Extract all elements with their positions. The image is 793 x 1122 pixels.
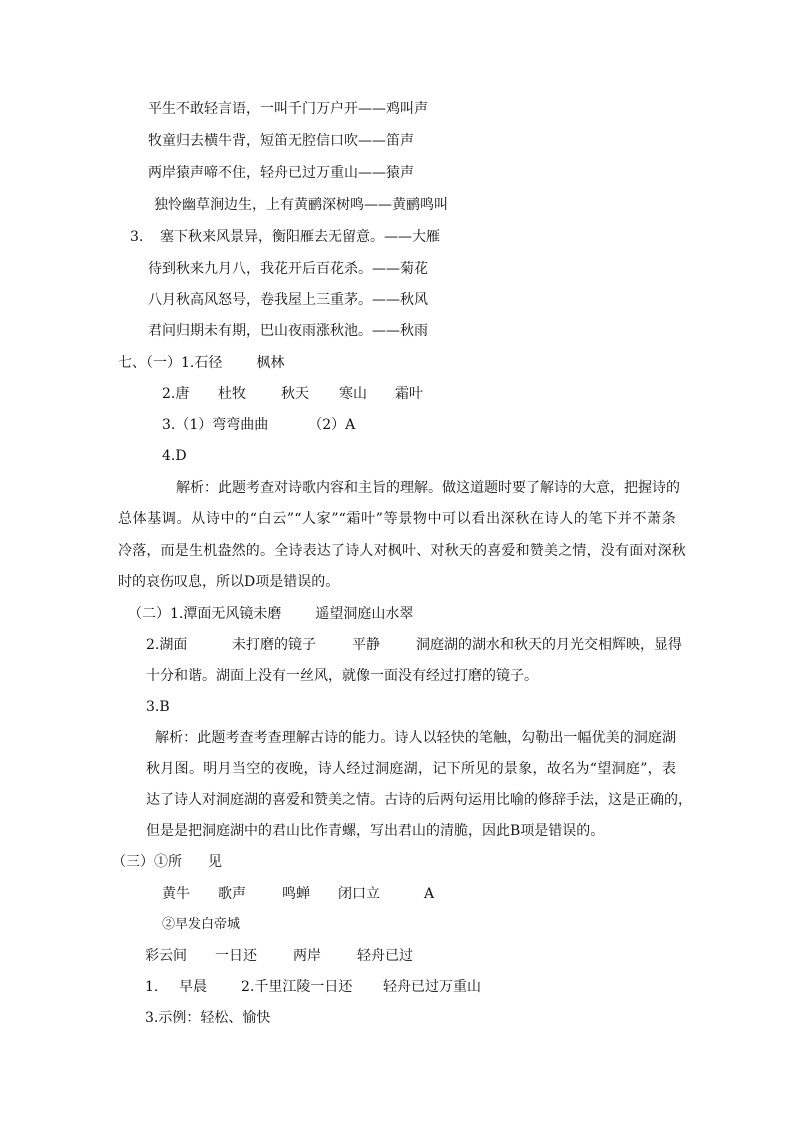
answer-text: 七、（一）1.石径 <box>118 355 223 371</box>
answer-line <box>118 354 284 372</box>
analysis-line: 秋月图。明月当空的夜晚，诗人经过洞庭湖，记下所见的景象，故名为“望洞庭”，表 <box>146 761 676 777</box>
answer-text: 霜叶 <box>395 386 423 402</box>
answer-text: 3.示例：轻松、愉快 <box>145 1010 271 1026</box>
answer-text: （二）1.潭面无风镜未磨 <box>128 606 282 622</box>
answer-text: 歌声 <box>218 886 246 902</box>
answer-line <box>162 385 423 403</box>
poem-line: 两岸猿声啼不住，轻舟已过万重山——猿声 <box>148 165 414 181</box>
analysis-line: 冷落，而是生机盎然的。全诗表达了诗人对枫叶、对秋天的喜爱和赞美之情，没有面对深秋 <box>118 543 686 559</box>
answer-text: 3.B <box>146 699 170 715</box>
answer-line <box>145 978 481 996</box>
answer-line <box>162 885 434 903</box>
answer-text: 4.D <box>162 448 187 464</box>
answer-text: 轻舟已过万重山 <box>383 979 481 995</box>
answer-text: 2.千里江陵一日还 <box>241 979 353 995</box>
answer-text: 彩云间 <box>145 948 187 964</box>
answer-text: 平静 <box>352 637 380 653</box>
poem-line: 塞下秋来风景异，衡阳雁去无留意。——大雁 <box>160 229 440 245</box>
answer-text: （2）A <box>308 417 356 433</box>
item-number: 3. <box>130 229 144 245</box>
answer-text: 洞庭湖的湖水和秋天的月光交相辉映，显得 <box>416 637 682 653</box>
answer-line <box>162 416 355 434</box>
answer-text: 1. <box>145 979 159 995</box>
answer-text: A <box>424 886 435 902</box>
answer-text: 一日还 <box>215 948 257 964</box>
answer-line <box>145 947 413 965</box>
analysis-line: 解析：此题考查对诗歌内容和主旨的理解。做这道题时要了解诗的大意，把握诗的 <box>176 480 680 496</box>
answer-text: 2.湖面 <box>146 637 188 653</box>
analysis-line: 解析：此题考查考查理解古诗的能力。诗人以轻快的笔触，勾勒出一幅优美的洞庭湖 <box>155 730 676 746</box>
answer-text: 鸣蝉 <box>282 886 310 902</box>
analysis-line: 时的哀伤叹息，所以D项是错误的。 <box>118 574 340 590</box>
answer-text: 枫林 <box>256 355 285 371</box>
answer-text: 黄牛 <box>162 886 190 902</box>
poem-line: 独怜幽草涧边生，上有黄鹂深树鸣——黄鹂鸣叫 <box>154 197 448 213</box>
poem-line: 待到秋来九月八，我花开后百花杀。——菊花 <box>148 261 428 277</box>
analysis-line: 达了诗人对洞庭湖的喜爱和赞美之情。古诗的后两句运用比喻的修辞手法，这是正确的， <box>146 792 692 808</box>
analysis-line: 但是是把洞庭湖中的君山比作青螺，写出君山的清脆，因此B项是错误的。 <box>146 823 605 839</box>
answer-text: 3.（1）弯弯曲曲 <box>162 417 269 433</box>
answer-text: 未打磨的镜子 <box>232 637 316 653</box>
answer-text: 遥望洞庭山水翠 <box>315 606 414 622</box>
answer-text: 秋天 <box>281 386 309 402</box>
answer-text: 见 <box>208 854 222 870</box>
poem-line: 君问归期未有期，巴山夜雨涨秋池。——秋雨 <box>148 323 428 339</box>
answer-text: 寒山 <box>339 386 367 402</box>
poem-line: 平生不敢轻言语，一叫千门万户开——鸡叫声 <box>148 101 428 117</box>
answer-text: ②早发白帝城 <box>162 917 241 932</box>
answer-text: 早晨 <box>179 979 207 995</box>
answer-text: 轻舟已过 <box>357 948 413 964</box>
answer-text: 闭口立 <box>338 886 380 902</box>
poem-line: 牧童归去横牛背，短笛无腔信口吹——笛声 <box>148 133 414 149</box>
answer-text: （三）①所 <box>112 854 182 870</box>
answer-line <box>128 605 413 623</box>
answer-text: 杜牧 <box>218 386 246 402</box>
poem-line: 八月秋高风怒号，卷我屋上三重茅。——秋风 <box>148 292 428 308</box>
answer-text: 十分和谐。湖面上没有一丝风，就像一面没有经过打磨的镜子。 <box>146 668 538 684</box>
answer-text: 2.唐 <box>162 386 190 402</box>
answer-line <box>146 636 682 654</box>
analysis-line: 总体基调。从诗中的“白云”“人家”“霜叶”等景物中可以看出深秋在诗人的笔下并不萧条 <box>118 511 676 527</box>
answer-text: 两岸 <box>293 948 321 964</box>
answer-line <box>112 853 222 871</box>
